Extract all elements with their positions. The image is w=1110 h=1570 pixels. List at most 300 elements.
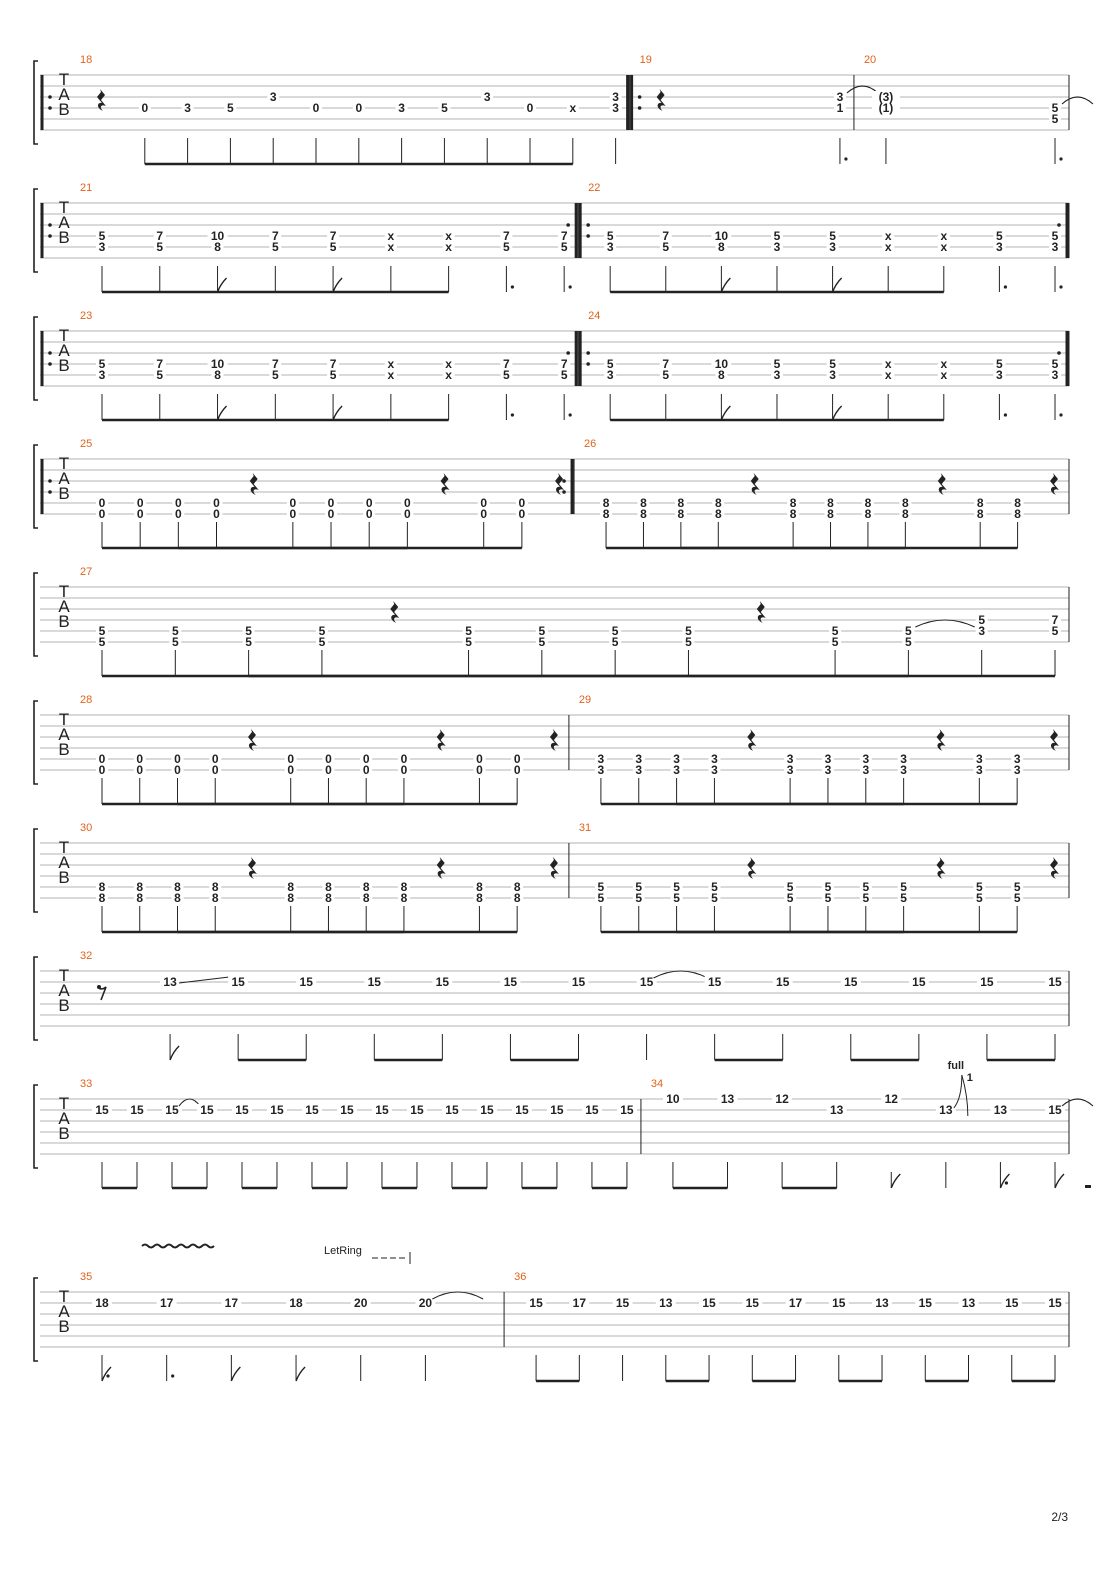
fret-number: 0 — [476, 752, 483, 766]
fret-number: 0 — [400, 763, 408, 777]
fret-number: 0 — [136, 763, 144, 777]
fret-number: 13 — [659, 1296, 673, 1310]
fret-number: 0 — [480, 507, 488, 521]
fret-number: 7 — [662, 229, 670, 243]
eighth-rest-dot — [97, 985, 101, 989]
measure-number: 31 — [578, 822, 592, 834]
fret-number: 15 — [367, 975, 381, 989]
fret-number: 13 — [939, 1103, 953, 1117]
augmentation-dot — [569, 285, 572, 288]
fret-number: 8 — [718, 368, 725, 382]
tab-clef-letter: A — [58, 85, 70, 104]
fret-number: 5 — [829, 229, 836, 243]
fret-number: 0 — [174, 763, 181, 777]
tab-clef-letter: A — [58, 341, 70, 360]
fret-number: 3 — [862, 752, 870, 766]
tremolo-mark — [1085, 1185, 1091, 1188]
fret-number: 3 — [98, 240, 106, 254]
system-bracket — [34, 61, 38, 144]
fret-number: 5 — [538, 635, 546, 649]
measure-number: 34 — [650, 1078, 664, 1090]
fret-number: 3 — [711, 763, 718, 777]
system-bracket — [34, 445, 38, 528]
bend-amount: 1 — [966, 1072, 973, 1084]
fret-number: 15 — [1005, 1296, 1019, 1310]
fret-number: 5 — [831, 635, 839, 649]
tab-clef-letter: B — [58, 1317, 70, 1336]
fret-number: 3 — [1013, 752, 1021, 766]
fret-number: 15 — [95, 1103, 109, 1117]
fret-number: 15 — [776, 975, 790, 989]
fret-number: 8 — [864, 496, 872, 510]
fret-number: 5 — [773, 357, 781, 371]
fret-number: 17 — [160, 1296, 174, 1310]
fret-number: 8 — [98, 891, 106, 905]
fret-number: 8 — [400, 891, 408, 905]
fret-number: 8 — [211, 880, 219, 894]
fret-number: 0 — [400, 752, 408, 766]
measure-number: 21 — [80, 182, 93, 194]
fret-number: 20 — [418, 1296, 433, 1310]
tab-clef-letter: T — [58, 838, 70, 857]
tab-clef-letter: B — [58, 868, 70, 887]
tab-clef-letter: B — [58, 356, 70, 375]
fret-number: 5 — [560, 240, 568, 254]
note-flag — [721, 278, 730, 292]
fret-number: 7 — [560, 357, 568, 371]
fret-number: 5 — [503, 240, 510, 254]
fret-number: 13 — [961, 1296, 976, 1310]
fret-number: 8 — [174, 880, 181, 894]
system-bracket — [34, 701, 38, 784]
fret-number: 8 — [174, 891, 181, 905]
fret-number: 5 — [1013, 891, 1021, 905]
fret-number: 12 — [775, 1092, 789, 1106]
fret-number: 8 — [902, 496, 909, 510]
fret-number: 8 — [602, 507, 610, 521]
fret-number: 15 — [529, 1296, 543, 1310]
fret-number: 17 — [224, 1296, 239, 1310]
repeat-dot — [48, 234, 52, 238]
fret-number: 15 — [435, 975, 450, 989]
fret-number: 3 — [398, 101, 405, 115]
fret-number: 0 — [404, 496, 411, 510]
fret-number: 17 — [572, 1296, 587, 1310]
fret-number: 5 — [271, 368, 279, 382]
fret-number: 20 — [354, 1296, 368, 1310]
fret-number: 3 — [98, 368, 106, 382]
tab-clef-letter: T — [58, 582, 70, 601]
fret-number: 5 — [171, 635, 179, 649]
fret-number: 3 — [1013, 763, 1021, 777]
fret-number: 0 — [287, 752, 295, 766]
fret-number: 5 — [662, 368, 670, 382]
bend-full-label: full — [947, 1060, 965, 1072]
fret-number: 5 — [156, 240, 164, 254]
fret-number: x — [445, 368, 452, 382]
fret-number: 5 — [711, 880, 718, 894]
fret-number: 7 — [662, 357, 670, 371]
fret-number: 5 — [824, 891, 832, 905]
fret-number: 3 — [975, 752, 983, 766]
fret-number: 5 — [329, 368, 337, 382]
tab-clef-letter: B — [58, 612, 70, 631]
note-flag — [102, 1367, 111, 1381]
fret-number: 5 — [538, 624, 546, 638]
fret-number: 7 — [156, 229, 164, 243]
fret-number: 5 — [978, 613, 986, 627]
fret-number: x — [445, 240, 452, 254]
fret-number: 8 — [976, 496, 984, 510]
fret-number: x — [940, 240, 948, 254]
fret-number: x — [884, 357, 892, 371]
fret-number: 3 — [711, 752, 718, 766]
augmentation-dot — [844, 157, 847, 160]
fret-number: 15 — [445, 1103, 459, 1117]
repeat-dot — [566, 223, 570, 227]
augmentation-dot — [1059, 285, 1062, 288]
fret-number: 0 — [174, 752, 181, 766]
tab-clef-letter: T — [58, 1094, 70, 1113]
note-flag — [231, 1367, 240, 1381]
fret-number: 0 — [289, 496, 297, 510]
repeat-dot — [48, 95, 52, 99]
fret-number: 13 — [720, 1092, 735, 1106]
fret-number: 0 — [518, 496, 526, 510]
fret-number: 5 — [98, 357, 106, 371]
fret-number: 5 — [271, 240, 279, 254]
fret-number: 5 — [171, 624, 179, 638]
note-flag — [296, 1367, 305, 1381]
fret-number: 3 — [900, 763, 907, 777]
fret-number: 5 — [786, 891, 794, 905]
tie-arc — [1062, 97, 1093, 104]
fret-number: 1 — [836, 101, 844, 115]
fret-number: 5 — [156, 368, 164, 382]
fret-number: 3 — [1051, 368, 1059, 382]
fret-number: 0 — [480, 496, 488, 510]
measure-number: 22 — [588, 182, 601, 194]
fret-number: 3 — [612, 101, 619, 115]
fret-number: 0 — [211, 763, 219, 777]
fret-number: 15 — [165, 1103, 179, 1117]
note-flag — [1055, 1174, 1064, 1188]
fret-number: 5 — [1051, 101, 1059, 115]
repeat-dot — [48, 351, 52, 355]
fret-number: x — [884, 240, 892, 254]
repeat-dot — [566, 351, 570, 355]
note-flag — [218, 278, 227, 292]
augmentation-dot — [171, 1374, 174, 1377]
let-ring-label: LetRing — [324, 1245, 362, 1257]
tab-system — [34, 1060, 1093, 1188]
fret-number: 3 — [824, 752, 832, 766]
fret-number: 3 — [829, 240, 836, 254]
tab-clef-letter: B — [58, 1124, 70, 1143]
fret-number: 0 — [312, 101, 320, 115]
fret-number: 7 — [271, 229, 279, 243]
fret-number: 5 — [597, 891, 605, 905]
fret-number: 8 — [214, 240, 221, 254]
repeat-dot — [638, 95, 642, 99]
fret-number: 3 — [773, 240, 781, 254]
fret-number: 8 — [325, 880, 332, 894]
fret-number: (1) — [878, 101, 894, 115]
fret-number: x — [387, 240, 395, 254]
measure-number: 30 — [80, 822, 93, 834]
fret-number: 5 — [1051, 624, 1059, 638]
tab-clef-letter: T — [58, 70, 70, 89]
tab-clef-letter: B — [58, 740, 70, 759]
note-flag — [891, 1174, 900, 1188]
fret-number: 0 — [362, 752, 370, 766]
fret-number: x — [569, 101, 577, 115]
fret-number: 15 — [844, 975, 858, 989]
fret-number: 3 — [1051, 240, 1059, 254]
tie-arc — [432, 1292, 483, 1299]
tab-clef-letter: B — [58, 996, 70, 1015]
fret-number: 5 — [673, 880, 680, 894]
fret-number: 8 — [287, 891, 295, 905]
vibrato-mark — [142, 1245, 214, 1248]
fret-number: 5 — [996, 357, 1003, 371]
tab-clef-letter: T — [58, 710, 70, 729]
fret-number: 3 — [597, 763, 605, 777]
fret-number: 3 — [606, 240, 614, 254]
fret-number: 3 — [773, 368, 781, 382]
measure-number: 18 — [80, 54, 93, 66]
fret-number: 18 — [289, 1296, 303, 1310]
augmentation-dot — [511, 413, 514, 416]
fret-number: 8 — [640, 507, 647, 521]
augmentation-dot — [1059, 413, 1062, 416]
repeat-dot — [562, 490, 566, 494]
fret-number: 15 — [305, 1103, 319, 1117]
fret-number: 3 — [606, 368, 614, 382]
augmentation-dot — [569, 413, 572, 416]
fret-number: 5 — [1013, 880, 1021, 894]
fret-number: 5 — [245, 635, 252, 649]
note-flag — [833, 406, 842, 420]
measure-number: 33 — [80, 1078, 93, 1090]
fret-number: 0 — [174, 507, 182, 521]
tab-clef-letter: A — [58, 469, 70, 488]
fret-number: x — [387, 229, 395, 243]
measure-number: 29 — [578, 694, 592, 706]
system-bracket — [34, 317, 38, 400]
measure-number: 35 — [80, 1271, 93, 1283]
fret-number: 8 — [789, 496, 797, 510]
measure-number: 20 — [863, 54, 877, 66]
fret-number: 5 — [635, 891, 643, 905]
fret-number: 8 — [362, 880, 370, 894]
measure-number: 32 — [80, 950, 93, 962]
fret-number: 3 — [975, 763, 983, 777]
fret-number: 5 — [611, 624, 619, 638]
fret-number: 15 — [550, 1103, 564, 1117]
fret-number: 15 — [480, 1103, 494, 1117]
fret-number: 13 — [163, 975, 177, 989]
augmentation-dot — [1004, 413, 1007, 416]
note-flag — [1000, 1174, 1009, 1188]
fret-number: 10 — [666, 1092, 680, 1106]
fret-number: 8 — [214, 368, 221, 382]
fret-number: 8 — [976, 507, 984, 521]
repeat-dot — [1057, 351, 1061, 355]
fret-number: 15 — [912, 975, 926, 989]
fret-number: 5 — [773, 229, 781, 243]
fret-number: 0 — [365, 496, 373, 510]
fret-number: 5 — [862, 880, 870, 894]
fret-number: 8 — [136, 891, 144, 905]
fret-number: 0 — [98, 496, 106, 510]
fret-number: 0 — [513, 752, 521, 766]
bend-arrow — [954, 1075, 962, 1108]
fret-number: 8 — [677, 507, 685, 521]
note-flag — [333, 406, 342, 420]
tab-system — [34, 54, 1093, 164]
repeat-dot — [48, 490, 52, 494]
tab-clef-letter: B — [58, 100, 70, 119]
fret-number: 0 — [513, 763, 521, 777]
fret-number: 5 — [503, 368, 510, 382]
fret-number: 5 — [606, 229, 614, 243]
fret-number: 0 — [327, 496, 335, 510]
fret-number: 5 — [227, 101, 234, 115]
note-flag — [833, 278, 842, 292]
fret-number: 3 — [612, 90, 619, 104]
tab-clef-letter: A — [58, 853, 70, 872]
tie-arc — [1062, 1099, 1093, 1106]
fret-number: 5 — [611, 635, 619, 649]
fret-number: 8 — [714, 507, 722, 521]
fret-number: 7 — [560, 229, 568, 243]
fret-number: 15 — [707, 975, 722, 989]
fret-number: 5 — [824, 880, 832, 894]
system-bracket — [34, 1085, 38, 1168]
system-bracket — [34, 957, 38, 1040]
page-number: 2/3 — [1051, 1510, 1068, 1524]
fret-number: 3 — [673, 763, 680, 777]
tab-clef-letter: T — [58, 1287, 70, 1306]
fret-number: 5 — [786, 880, 794, 894]
fret-number: 0 — [174, 496, 182, 510]
fret-number: 5 — [98, 635, 106, 649]
tab-system — [34, 566, 1069, 676]
note-flag — [170, 1046, 179, 1060]
fret-number: 0 — [355, 101, 363, 115]
fret-number: 0 — [211, 752, 219, 766]
fret-number: 15 — [515, 1103, 529, 1117]
fret-number: 8 — [98, 880, 106, 894]
fret-number: x — [884, 229, 892, 243]
tab-system — [34, 438, 1069, 548]
fret-number: 15 — [270, 1103, 284, 1117]
fret-number: (3) — [878, 90, 894, 104]
fret-number: 3 — [996, 368, 1003, 382]
fret-number: 0 — [136, 507, 144, 521]
note-flag — [333, 278, 342, 292]
measure-number: 28 — [80, 694, 93, 706]
fret-number: 5 — [900, 880, 907, 894]
fret-number: 3 — [673, 752, 680, 766]
fret-number: 0 — [287, 763, 295, 777]
fret-number: 15 — [503, 975, 518, 989]
fret-number: 8 — [602, 496, 610, 510]
repeat-dot — [48, 223, 52, 227]
fret-number: 5 — [597, 880, 605, 894]
fret-number: 15 — [340, 1103, 354, 1117]
fret-number: 8 — [513, 891, 521, 905]
fret-number: 0 — [476, 763, 483, 777]
tie-arc — [915, 620, 974, 627]
fret-number: 0 — [362, 763, 370, 777]
fret-number: 8 — [677, 496, 685, 510]
fret-number: 15 — [918, 1296, 932, 1310]
fret-number: 5 — [711, 891, 718, 905]
repeat-dot — [586, 234, 590, 238]
repeat-dot — [48, 362, 52, 366]
fret-number: 5 — [975, 891, 983, 905]
augmentation-dot — [1059, 157, 1062, 160]
fret-number: 3 — [635, 752, 643, 766]
fret-number: 15 — [410, 1103, 424, 1117]
fret-number: 8 — [827, 496, 834, 510]
fret-number: 5 — [465, 624, 472, 638]
repeat-dot — [1057, 223, 1061, 227]
fret-number: 0 — [289, 507, 297, 521]
fret-number: 5 — [245, 624, 252, 638]
fret-number: 8 — [827, 507, 834, 521]
system-bracket — [34, 829, 38, 912]
repeat-dot — [586, 351, 590, 355]
note-flag — [721, 406, 730, 420]
tab-system — [34, 1271, 1069, 1381]
tab-clef-letter: T — [58, 454, 70, 473]
fret-number: 3 — [996, 240, 1003, 254]
tab-system — [34, 822, 1069, 932]
fret-number: 8 — [476, 891, 483, 905]
fret-number: 3 — [483, 90, 491, 104]
fret-number: 8 — [718, 240, 725, 254]
tie-arc — [179, 1099, 200, 1106]
measure-number: 19 — [639, 54, 652, 66]
fret-number: 15 — [702, 1296, 716, 1310]
fret-number: 5 — [1051, 229, 1059, 243]
fret-number: 5 — [862, 891, 870, 905]
fret-number: 7 — [271, 357, 279, 371]
fret-number: 5 — [673, 891, 680, 905]
fret-number: 5 — [329, 240, 337, 254]
fret-number: 5 — [1051, 357, 1059, 371]
fret-number: x — [387, 368, 395, 382]
fret-number: 7 — [1051, 613, 1059, 627]
tab-clef-letter: A — [58, 1302, 70, 1321]
fret-number: 7 — [329, 229, 337, 243]
fret-number: 8 — [325, 891, 332, 905]
repeat-dot — [586, 362, 590, 366]
fret-number: 0 — [213, 507, 220, 521]
tab-clef-letter: B — [58, 484, 70, 503]
fret-number: 8 — [362, 891, 370, 905]
fret-number: 0 — [141, 101, 149, 115]
fret-number: 15 — [299, 975, 313, 989]
fret-number: 0 — [213, 496, 220, 510]
fret-number: x — [445, 357, 452, 371]
fret-number: 3 — [184, 101, 191, 115]
fret-number: 8 — [1014, 496, 1021, 510]
fret-number: 10 — [714, 229, 729, 243]
